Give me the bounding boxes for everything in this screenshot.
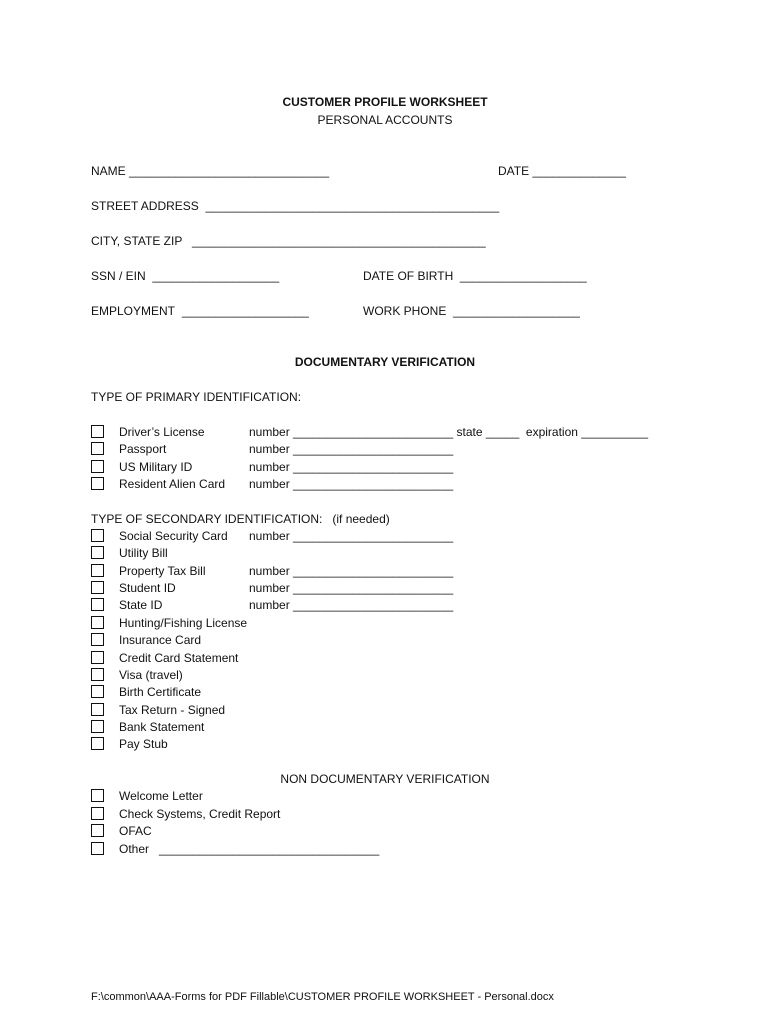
tax-return-signed-checkbox[interactable] xyxy=(91,703,104,716)
state-id-checkbox[interactable] xyxy=(91,598,104,611)
utility-bill-checkbox[interactable] xyxy=(91,546,104,559)
drivers-license-label: Driver’s License xyxy=(119,425,205,439)
bank-statement-label: Bank Statement xyxy=(119,720,205,734)
us-military-id-checkbox[interactable] xyxy=(91,460,104,473)
property-tax-bill-number-field[interactable]: number ________________________ xyxy=(249,564,454,578)
name-field[interactable]: NAME ______________________________ xyxy=(91,164,330,178)
us-military-id-number-field[interactable]: number ________________________ xyxy=(249,460,454,474)
drivers-license-checkbox[interactable] xyxy=(91,425,104,438)
passport-checkbox[interactable] xyxy=(91,442,104,455)
drivers-license-number-field[interactable]: number ________________________ state _____ expiration __________ xyxy=(249,425,649,439)
utility-bill-label: Utility Bill xyxy=(119,546,168,560)
insurance-card-label: Insurance Card xyxy=(119,633,202,647)
work-phone-label: WORK PHONE xyxy=(363,304,447,318)
resident-alien-card-checkbox[interactable] xyxy=(91,477,104,490)
resident-alien-card-number-field[interactable]: number ________________________ xyxy=(249,477,454,491)
non-documentary-verification-heading: NON DOCUMENTARY VERIFICATION xyxy=(280,772,490,786)
pay-stub-label: Pay Stub xyxy=(119,737,168,751)
tax-return-signed-label: Tax Return - Signed xyxy=(119,703,226,717)
passport-label: Passport xyxy=(119,442,167,456)
visa-travel-label: Visa (travel) xyxy=(119,668,183,682)
bank-statement-checkbox[interactable] xyxy=(91,720,104,733)
street-address-field[interactable]: STREET ADDRESS ____________________________________________ xyxy=(91,199,500,213)
date-of-birth-field[interactable]: DATE OF BIRTH ___________________ xyxy=(363,269,587,283)
hunting-fishing-license-checkbox[interactable] xyxy=(91,616,104,629)
passport-number-field[interactable]: number ________________________ xyxy=(249,442,454,456)
other-field[interactable]: Other _________________________________ xyxy=(119,842,380,856)
documentary-verification-heading: DOCUMENTARY VERIFICATION xyxy=(294,355,476,369)
city-state-zip-field[interactable]: ____________________________________________ xyxy=(192,234,486,248)
social-security-card-number-field[interactable]: number ________________________ xyxy=(249,529,454,543)
social-security-card-checkbox[interactable] xyxy=(91,529,104,542)
visa-travel-checkbox[interactable] xyxy=(91,668,104,681)
page-subtitle: PERSONAL ACCOUNTS xyxy=(317,113,453,127)
primary-id-label: TYPE OF PRIMARY IDENTIFICATION: xyxy=(91,390,302,404)
welcome-letter-label: Welcome Letter xyxy=(119,789,203,803)
student-id-label: Student ID xyxy=(119,581,176,595)
credit-card-statement-label: Credit Card Statement xyxy=(119,651,239,665)
city-state-zip-label: CITY, STATE ZIP xyxy=(91,234,183,248)
pay-stub-checkbox[interactable] xyxy=(91,737,104,750)
resident-alien-card-label: Resident Alien Card xyxy=(119,477,226,491)
property-tax-bill-label: Property Tax Bill xyxy=(119,564,206,578)
birth-certificate-checkbox[interactable] xyxy=(91,685,104,698)
us-military-id-label: US Military ID xyxy=(119,460,193,474)
ofac-label: OFAC xyxy=(119,824,152,838)
footer-file-path: F:\common\AAA-Forms for PDF Fillable\CUSTOMER PROFILE WORKSHEET - Personal.docx xyxy=(91,991,554,1003)
check-systems-credit-report-checkbox[interactable] xyxy=(91,807,104,820)
check-systems-credit-report-label: Check Systems, Credit Report xyxy=(119,807,281,821)
state-id-label: State ID xyxy=(119,598,163,612)
social-security-card-label: Social Security Card xyxy=(119,529,228,543)
welcome-letter-checkbox[interactable] xyxy=(91,789,104,802)
ssn-ein-field[interactable]: SSN / EIN ___________________ xyxy=(91,269,280,283)
student-id-number-field[interactable]: number ________________________ xyxy=(249,581,454,595)
employment-field[interactable]: ___________________ xyxy=(182,304,309,318)
hunting-fishing-license-label: Hunting/Fishing License xyxy=(119,616,248,630)
credit-card-statement-checkbox[interactable] xyxy=(91,651,104,664)
secondary-id-label: TYPE OF SECONDARY IDENTIFICATION: (if needed) xyxy=(91,512,390,526)
other-checkbox[interactable] xyxy=(91,842,104,855)
work-phone-field[interactable]: ___________________ xyxy=(453,304,580,318)
property-tax-bill-checkbox[interactable] xyxy=(91,564,104,577)
page-title: CUSTOMER PROFILE WORKSHEET xyxy=(282,95,488,109)
employment-label: EMPLOYMENT xyxy=(91,304,176,318)
ofac-checkbox[interactable] xyxy=(91,824,104,837)
birth-certificate-label: Birth Certificate xyxy=(119,685,202,699)
insurance-card-checkbox[interactable] xyxy=(91,633,104,646)
date-field[interactable]: DATE ______________ xyxy=(498,164,626,178)
student-id-checkbox[interactable] xyxy=(91,581,104,594)
state-id-number-field[interactable]: number ________________________ xyxy=(249,598,454,612)
